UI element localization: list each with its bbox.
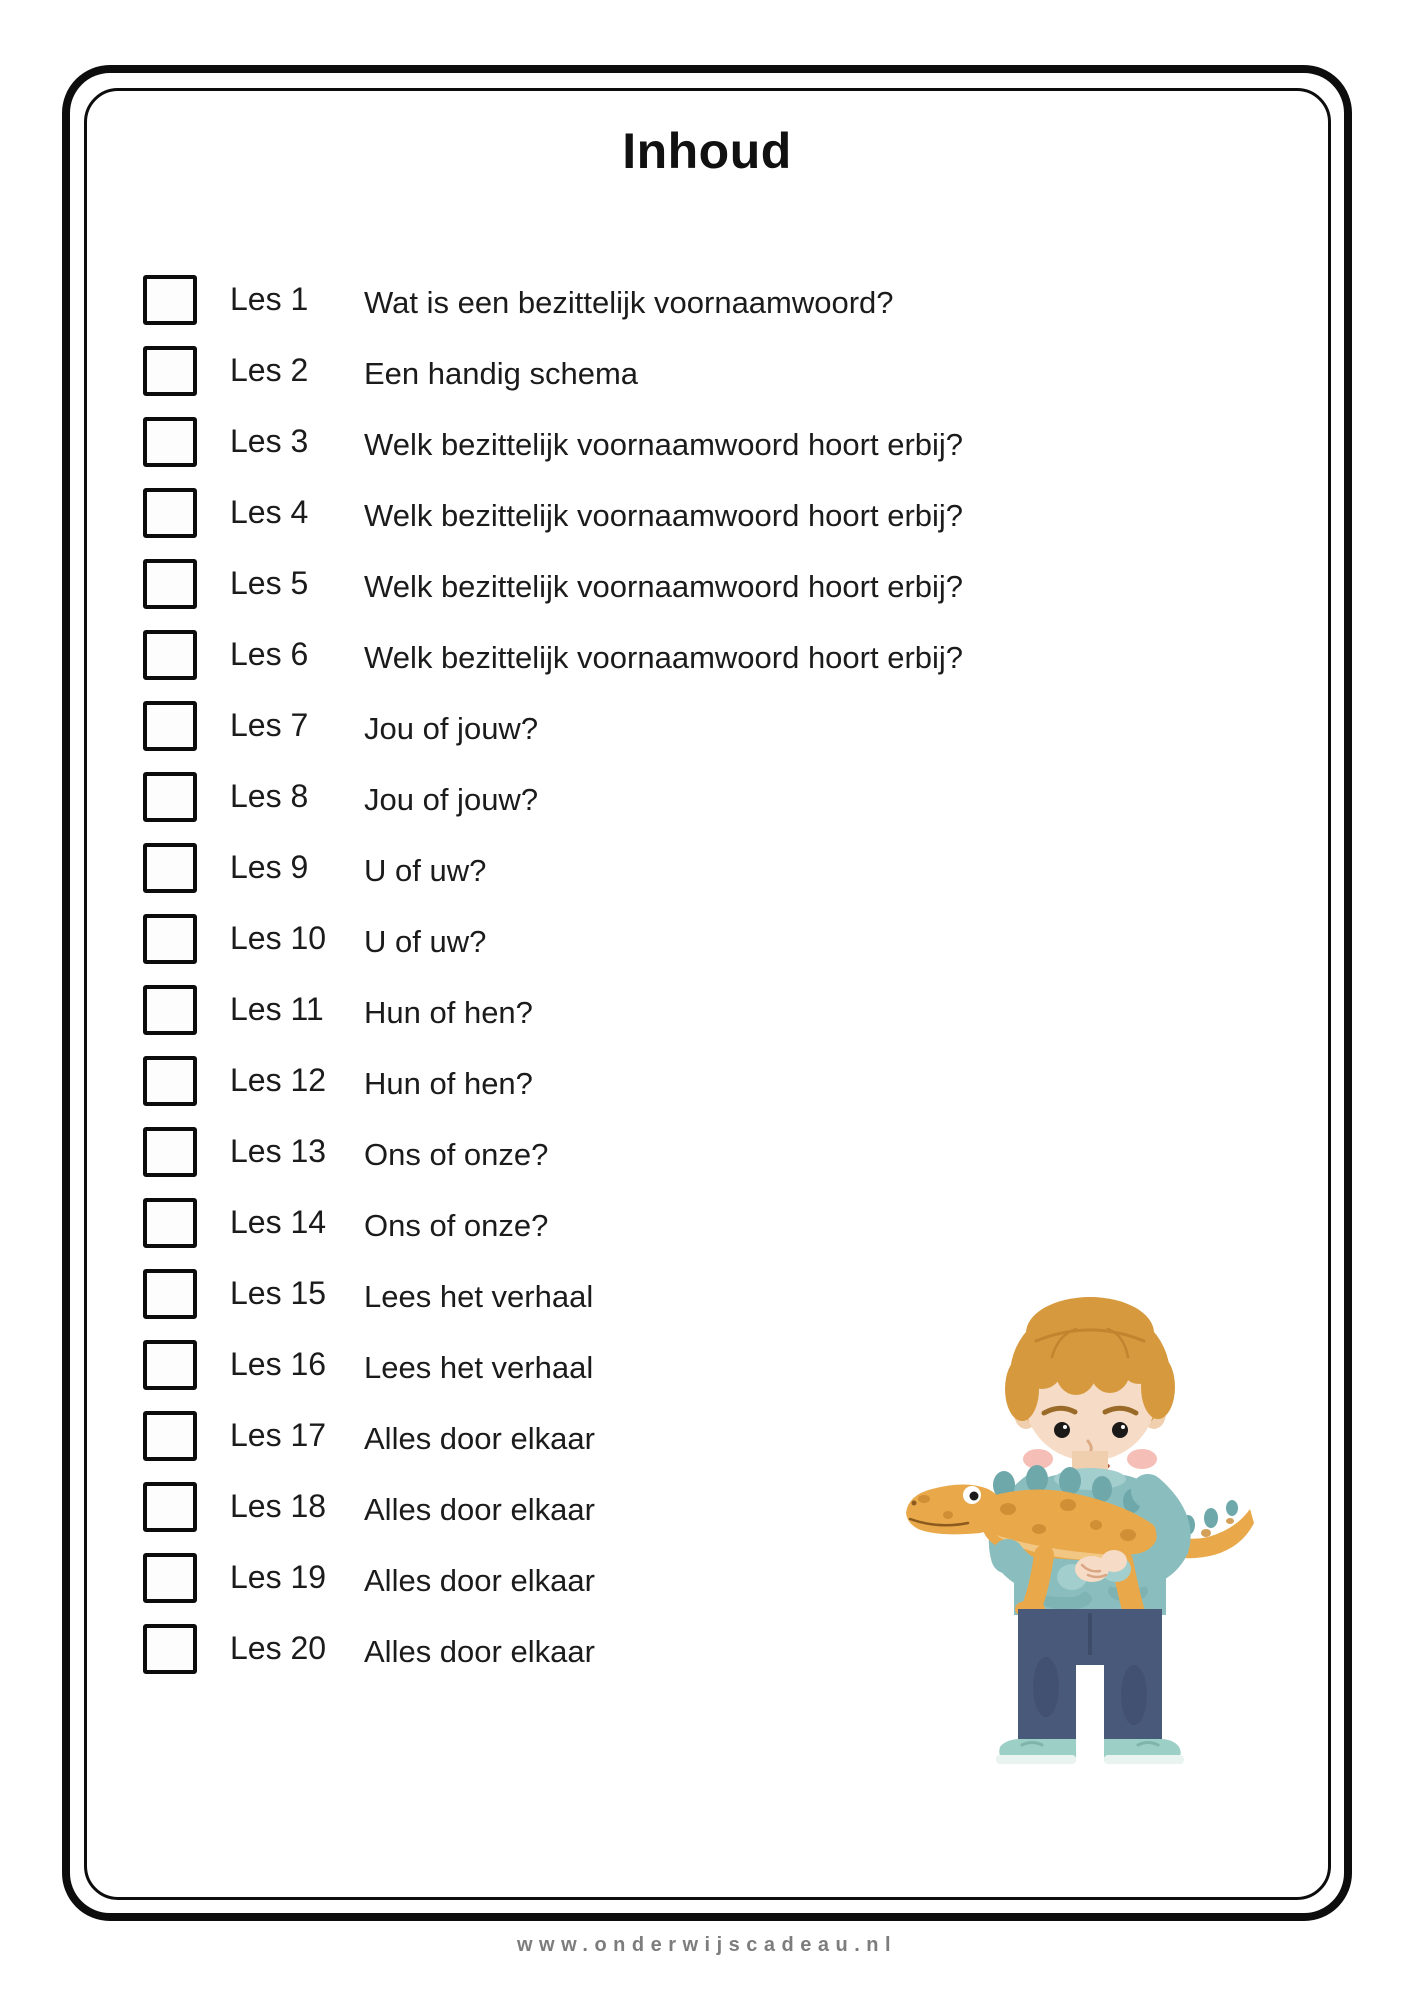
lesson-label: Les 10 <box>230 920 327 956</box>
lesson-title: Hun of hen? <box>364 1065 533 1101</box>
lesson-checkbox[interactable] <box>143 914 197 964</box>
lesson-checkbox[interactable] <box>143 985 197 1035</box>
toc-row <box>143 548 1263 619</box>
lesson-label: Les 12 <box>230 1062 327 1098</box>
lesson-checkbox[interactable] <box>143 1127 197 1177</box>
lesson-title: Welk bezittelijk voornaamwoord hoort erbij? <box>364 639 964 675</box>
lesson-title: Alles door elkaar <box>364 1633 595 1669</box>
toc-row <box>143 690 1263 761</box>
lesson-checkbox[interactable] <box>143 1056 197 1106</box>
lesson-title: Welk bezittelijk voornaamwoord hoort erbij? <box>364 568 964 604</box>
toc-row <box>143 1187 1263 1258</box>
lesson-checkbox[interactable] <box>143 772 197 822</box>
lesson-title: Welk bezittelijk voornaamwoord hoort erbij? <box>364 426 964 462</box>
lesson-title: U of uw? <box>364 852 487 888</box>
lesson-label: Les 19 <box>230 1559 327 1595</box>
toc-row <box>143 619 1263 690</box>
lesson-title: Hun of hen? <box>364 994 533 1030</box>
lesson-checkbox[interactable] <box>143 630 197 680</box>
toc-row <box>143 903 1263 974</box>
lesson-label: Les 8 <box>230 778 309 814</box>
lesson-checkbox[interactable] <box>143 1624 197 1674</box>
lesson-label: Les 6 <box>230 636 309 672</box>
lesson-label: Les 2 <box>230 352 309 388</box>
lesson-checkbox[interactable] <box>143 1553 197 1603</box>
lesson-label: Les 18 <box>230 1488 327 1524</box>
lesson-checkbox[interactable] <box>143 1411 197 1461</box>
lesson-label: Les 11 <box>230 991 324 1027</box>
lesson-title: Alles door elkaar <box>364 1562 595 1598</box>
lesson-title: Lees het verhaal <box>364 1349 594 1385</box>
lesson-title: Ons of onze? <box>364 1136 549 1172</box>
lesson-label: Les 9 <box>230 849 309 885</box>
lesson-checkbox[interactable] <box>143 417 197 467</box>
toc-row <box>143 335 1263 406</box>
lesson-label: Les 13 <box>230 1133 327 1169</box>
lesson-title: Wat is een bezittelijk voornaamwoord? <box>364 284 894 320</box>
lesson-checkbox[interactable] <box>143 1269 197 1319</box>
lesson-label: Les 7 <box>230 707 309 743</box>
toc-row <box>143 832 1263 903</box>
lesson-checkbox[interactable] <box>143 346 197 396</box>
lesson-checkbox[interactable] <box>143 701 197 751</box>
lesson-checkbox[interactable] <box>143 559 197 609</box>
lesson-label: Les 16 <box>230 1346 327 1382</box>
lesson-title: Jou of jouw? <box>364 710 539 746</box>
toc-row <box>143 1045 1263 1116</box>
lesson-checkbox[interactable] <box>143 843 197 893</box>
lesson-label: Les 17 <box>230 1417 327 1453</box>
lesson-checkbox[interactable] <box>143 1340 197 1390</box>
lesson-title: Alles door elkaar <box>364 1420 595 1456</box>
page-title: Inhoud <box>622 123 792 179</box>
lesson-label: Les 3 <box>230 423 309 459</box>
lesson-title: Lees het verhaal <box>364 1278 594 1314</box>
lesson-title: Welk bezittelijk voornaamwoord hoort erbij? <box>364 497 964 533</box>
toc-row <box>143 477 1263 548</box>
website-footer: www.onderwijscadeau.nl <box>516 1934 898 1956</box>
toc-row <box>143 1116 1263 1187</box>
lesson-checkbox[interactable] <box>143 275 197 325</box>
toc-row <box>143 761 1263 832</box>
lesson-label: Les 14 <box>230 1204 327 1240</box>
toc-row <box>143 974 1263 1045</box>
lesson-title: Alles door elkaar <box>364 1491 595 1527</box>
lesson-title: Een handig schema <box>364 355 639 391</box>
lesson-checkbox[interactable] <box>143 1482 197 1532</box>
lesson-checkbox[interactable] <box>143 1198 197 1248</box>
boy-with-dinosaur-illustration <box>876 1283 1266 1773</box>
toc-row <box>143 264 1263 335</box>
lesson-title: Jou of jouw? <box>364 781 539 817</box>
lesson-label: Les 15 <box>230 1275 327 1311</box>
lesson-label: Les 20 <box>230 1630 327 1666</box>
lesson-checkbox[interactable] <box>143 488 197 538</box>
lesson-title: U of uw? <box>364 923 487 959</box>
lesson-label: Les 5 <box>230 565 309 601</box>
toc-row <box>143 406 1263 477</box>
lesson-title: Ons of onze? <box>364 1207 549 1243</box>
toy-dinosaur <box>906 1465 1254 1563</box>
lesson-label: Les 1 <box>230 281 309 317</box>
lesson-label: Les 4 <box>230 494 309 530</box>
